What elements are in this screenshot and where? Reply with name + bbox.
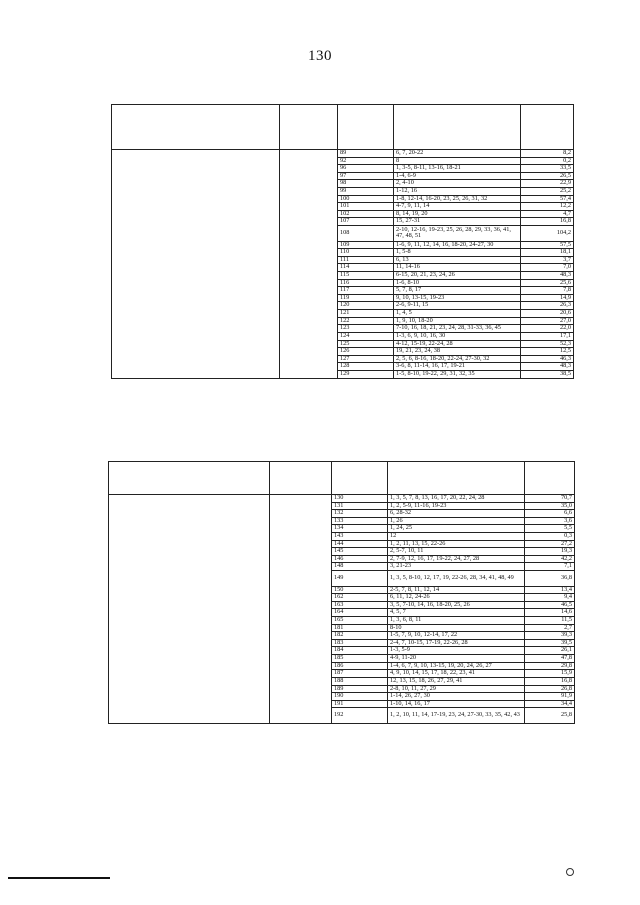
- quarter-number-cell: 145: [332, 548, 388, 556]
- quarter-number-cell: 96: [338, 165, 394, 173]
- plot-numbers-cell: 12, 13, 15, 18, 26, 27, 29, 41: [388, 677, 525, 685]
- column-header-1: [109, 462, 270, 495]
- area-cell: 19,3: [525, 548, 575, 556]
- footer-rule: [8, 877, 110, 879]
- plot-numbers-cell: 3, 5, 7-10, 14, 16, 18-20, 25, 26: [388, 601, 525, 609]
- quarter-number-cell: 133: [332, 517, 388, 525]
- area-cell: 47,8: [525, 655, 575, 663]
- plot-numbers-cell: 19, 21, 23, 24, 38: [394, 348, 521, 356]
- quarter-number-cell: 128: [338, 363, 394, 371]
- area-cell: 26,3: [521, 302, 574, 310]
- plot-numbers-cell: 4, 5, 7: [388, 609, 525, 617]
- area-cell: 29,8: [525, 662, 575, 670]
- plot-numbers-cell: 7-10, 16, 18, 21, 23, 24, 28, 31-33, 36, 45: [394, 325, 521, 333]
- quarter-number-cell: 111: [338, 256, 394, 264]
- area-cell: 0,3: [525, 533, 575, 541]
- area-cell: 15,9: [525, 670, 575, 678]
- area-cell: 22,0: [521, 325, 574, 333]
- area-cell: 39,3: [525, 632, 575, 640]
- column-header-4: [388, 462, 525, 495]
- quarter-number-cell: 114: [338, 264, 394, 272]
- area-cell: 33,5: [521, 165, 574, 173]
- area-cell: 25,2: [521, 188, 574, 196]
- quarter-number-cell: 191: [332, 700, 388, 708]
- plot-numbers-cell: 1, 9, 10, 18-20: [394, 317, 521, 325]
- plot-numbers-cell: 1, 2, 11, 13, 15, 22-26: [388, 540, 525, 548]
- area-cell: 14,9: [521, 294, 574, 302]
- area-cell: 27,0: [521, 317, 574, 325]
- area-cell: 12,2: [521, 203, 574, 211]
- area-cell: 104,2: [521, 226, 574, 242]
- plot-numbers-cell: 2-6, 9-11, 15: [394, 302, 521, 310]
- plot-numbers-cell: 1-10, 14, 16, 17: [388, 700, 525, 708]
- quarter-number-cell: 182: [332, 632, 388, 640]
- quarter-number-cell: 101: [338, 203, 394, 211]
- quarter-number-cell: 134: [332, 525, 388, 533]
- plot-numbers-cell: 4, 9, 10, 14, 15, 17, 18, 22, 23, 41: [388, 670, 525, 678]
- quarter-number-cell: 186: [332, 662, 388, 670]
- quarter-number-cell: 185: [332, 655, 388, 663]
- quarter-number-cell: 188: [332, 677, 388, 685]
- area-cell: 27,2: [525, 540, 575, 548]
- plot-numbers-cell: 2-4, 7, 10-15, 17-19, 22-26, 28: [388, 639, 525, 647]
- area-cell: 26,8: [525, 685, 575, 693]
- plot-numbers-cell: 1-4, 6, 7, 9, 10, 13-15, 19, 20, 24, 26, 27: [388, 662, 525, 670]
- plot-numbers-cell: 3, 21-23: [388, 563, 525, 571]
- area-cell: 35,0: [525, 502, 575, 510]
- plot-numbers-cell: 2-10, 12-16, 19-23, 25, 26, 28, 29, 33, 36, 41, 47, 48, 51: [394, 226, 521, 242]
- area-cell: 22,9: [521, 180, 574, 188]
- blank-cell: [112, 150, 280, 379]
- plot-numbers-cell: 6-15, 20, 21, 23, 24, 26: [394, 272, 521, 280]
- quarter-number-cell: 130: [332, 495, 388, 503]
- area-cell: 14,6: [525, 609, 575, 617]
- quarter-number-cell: 120: [338, 302, 394, 310]
- area-cell: 7,0: [521, 264, 574, 272]
- plot-numbers-cell: 4-12, 15-19, 22-24, 28: [394, 340, 521, 348]
- table-row: [112, 150, 574, 158]
- plot-numbers-cell: 11, 14-16: [394, 264, 521, 272]
- plot-numbers-cell: 1, 24, 25: [388, 525, 525, 533]
- blank-cell: [270, 495, 332, 724]
- quarter-number-cell: 127: [338, 355, 394, 363]
- quarter-number-cell: 123: [338, 325, 394, 333]
- quarter-number-cell: 163: [332, 601, 388, 609]
- quarter-number-cell: 92: [338, 157, 394, 165]
- area-cell: 48,3: [521, 363, 574, 371]
- area-cell: 70,7: [525, 495, 575, 503]
- area-cell: 25,6: [521, 279, 574, 287]
- page-number: 130: [308, 48, 332, 64]
- area-cell: 12,5: [521, 348, 574, 356]
- quarter-number-cell: 162: [332, 594, 388, 602]
- area-cell: 7,1: [525, 563, 575, 571]
- quarter-number-cell: 146: [332, 555, 388, 563]
- plot-numbers-cell: 1, 3, 6, 8, 11: [388, 617, 525, 625]
- area-cell: 16,8: [525, 677, 575, 685]
- quarter-number-cell: 117: [338, 287, 394, 295]
- table-row: [109, 495, 575, 503]
- plot-numbers-cell: 5, 7, 8, 17: [394, 287, 521, 295]
- area-cell: 3,6: [525, 517, 575, 525]
- area-cell: 20,6: [521, 310, 574, 318]
- plot-numbers-cell: 9, 10, 13-15, 19-23: [394, 294, 521, 302]
- plot-numbers-cell: 8: [394, 157, 521, 165]
- quarter-number-cell: 109: [338, 241, 394, 249]
- quarter-number-cell: 98: [338, 180, 394, 188]
- area-cell: 57,5: [521, 241, 574, 249]
- quarter-number-cell: 107: [338, 218, 394, 226]
- quarter-number-cell: 110: [338, 249, 394, 257]
- area-cell: 16,8: [521, 218, 574, 226]
- plot-numbers-cell: 8-10: [388, 624, 525, 632]
- plot-numbers-cell: 12: [388, 533, 525, 541]
- plot-numbers-cell: 1, 26: [388, 517, 525, 525]
- area-cell: 6,6: [525, 510, 575, 518]
- area-cell: 18,1: [521, 249, 574, 257]
- quarter-number-cell: 102: [338, 210, 394, 218]
- area-cell: 34,4: [525, 700, 575, 708]
- quarter-number-cell: 126: [338, 348, 394, 356]
- area-cell: 91,9: [525, 693, 575, 701]
- column-header-4: [394, 105, 521, 150]
- area-cell: 5,5: [525, 525, 575, 533]
- column-header-1: [112, 105, 280, 150]
- quarter-number-cell: 150: [332, 586, 388, 594]
- area-cell: 52,3: [521, 340, 574, 348]
- plot-numbers-cell: 6, 13: [394, 256, 521, 264]
- plot-numbers-cell: 2, 5, 6, 8-16, 18-20, 22-24, 27-30, 32: [394, 355, 521, 363]
- area-cell: 46,5: [525, 601, 575, 609]
- plot-numbers-cell: 1, 3-5, 8-11, 13-16, 18-21: [394, 165, 521, 173]
- area-cell: 36,8: [525, 571, 575, 587]
- plot-numbers-cell: 2-8, 10, 11, 27, 29: [388, 685, 525, 693]
- quarter-number-cell: 115: [338, 272, 394, 280]
- area-cell: 0,2: [521, 157, 574, 165]
- quarter-number-cell: 125: [338, 340, 394, 348]
- column-header-3: [332, 462, 388, 495]
- plot-numbers-cell: 2, 4-10: [394, 180, 521, 188]
- plot-numbers-cell: 1-5, 7, 9, 10, 12-14, 17, 22: [388, 632, 525, 640]
- quarter-number-cell: 164: [332, 609, 388, 617]
- area-cell: 57,4: [521, 195, 574, 203]
- quarter-number-cell: 187: [332, 670, 388, 678]
- quarter-number-cell: 89: [338, 150, 394, 158]
- area-cell: 25,8: [525, 708, 575, 724]
- quarter-number-cell: 100: [338, 195, 394, 203]
- plot-numbers-cell: 1, 3, 5, 8-10, 12, 17, 19, 22-26, 28, 34, 41, 48, 49: [388, 571, 525, 587]
- plot-numbers-cell: 6, 11, 12, 24-26: [388, 594, 525, 602]
- plot-numbers-cell: 1-3, 6, 9, 10, 16, 30: [394, 332, 521, 340]
- plot-numbers-cell: 1-6, 9, 11, 12, 14, 16, 18-20, 24-27, 30: [394, 241, 521, 249]
- area-cell: 42,2: [525, 555, 575, 563]
- plot-numbers-cell: 1, 2, 5-9, 11-16, 19-23: [388, 502, 525, 510]
- area-cell: 26,1: [525, 647, 575, 655]
- plot-numbers-cell: 8, 14, 19, 20: [394, 210, 521, 218]
- area-cell: 17,1: [521, 332, 574, 340]
- area-cell: 4,7: [521, 210, 574, 218]
- area-cell: 3,7: [521, 256, 574, 264]
- quarter-number-cell: 119: [338, 294, 394, 302]
- column-header-5: [521, 105, 574, 150]
- area-cell: 9,4: [525, 594, 575, 602]
- plot-numbers-cell: 1-4, 6-9: [394, 172, 521, 180]
- plot-numbers-cell: 1-5, 8-10, 19-22, 29, 31, 32, 35: [394, 370, 521, 378]
- table-header-row: [112, 105, 574, 150]
- forest-register-table-2: [108, 461, 575, 724]
- quarter-number-cell: 122: [338, 317, 394, 325]
- plot-numbers-cell: 1-6, 8-10: [394, 279, 521, 287]
- plot-numbers-cell: 1, 4, 5: [394, 310, 521, 318]
- quarter-number-cell: 190: [332, 693, 388, 701]
- plot-numbers-cell: 1-8, 12-14, 16-20, 23, 25, 26, 31, 32: [394, 195, 521, 203]
- blank-cell: [280, 150, 338, 379]
- blank-cell: [109, 495, 270, 724]
- column-header-2: [270, 462, 332, 495]
- column-header-2: [280, 105, 338, 150]
- area-cell: 2,7: [525, 624, 575, 632]
- quarter-number-cell: 132: [332, 510, 388, 518]
- quarter-number-cell: 116: [338, 279, 394, 287]
- quarter-number-cell: 183: [332, 639, 388, 647]
- quarter-number-cell: 131: [332, 502, 388, 510]
- plot-numbers-cell: 2-5, 7, 8, 11, 12, 14: [388, 586, 525, 594]
- plot-numbers-cell: 1, 2, 10, 11, 14, 17-19, 23, 24, 27-30, 33, 35, 42, 43: [388, 708, 525, 724]
- area-cell: 38,5: [521, 370, 574, 378]
- quarter-number-cell: 144: [332, 540, 388, 548]
- table-header-row: [109, 462, 575, 495]
- quarter-number-cell: 192: [332, 708, 388, 724]
- quarter-number-cell: 99: [338, 188, 394, 196]
- column-header-5: [525, 462, 575, 495]
- column-header-3: [338, 105, 394, 150]
- quarter-number-cell: 149: [332, 571, 388, 587]
- area-cell: 46,3: [521, 355, 574, 363]
- page-mark: [566, 868, 574, 876]
- plot-numbers-cell: 4-7, 9, 11, 14: [394, 203, 521, 211]
- area-cell: 7,8: [521, 287, 574, 295]
- plot-numbers-cell: 3-6, 8, 11-14, 16, 17, 19-21: [394, 363, 521, 371]
- area-cell: 11,5: [525, 617, 575, 625]
- quarter-number-cell: 148: [332, 563, 388, 571]
- plot-numbers-cell: 1-12, 16: [394, 188, 521, 196]
- plot-numbers-cell: 2, 5-7, 10, 11: [388, 548, 525, 556]
- quarter-number-cell: 129: [338, 370, 394, 378]
- quarter-number-cell: 124: [338, 332, 394, 340]
- quarter-number-cell: 165: [332, 617, 388, 625]
- area-cell: 39,5: [525, 639, 575, 647]
- plot-numbers-cell: 2, 7-9, 12, 16, 17, 19-22, 24, 27, 28: [388, 555, 525, 563]
- plot-numbers-cell: 6, 7, 20-22: [394, 150, 521, 158]
- quarter-number-cell: 121: [338, 310, 394, 318]
- quarter-number-cell: 97: [338, 172, 394, 180]
- quarter-number-cell: 189: [332, 685, 388, 693]
- quarter-number-cell: 181: [332, 624, 388, 632]
- plot-numbers-cell: 1-14, 26, 27, 30: [388, 693, 525, 701]
- quarter-number-cell: 143: [332, 533, 388, 541]
- forest-register-table-1: [111, 104, 574, 379]
- plot-numbers-cell: 6, 28-32: [388, 510, 525, 518]
- area-cell: 48,3: [521, 272, 574, 280]
- area-cell: 26,5: [521, 172, 574, 180]
- plot-numbers-cell: 1, 3, 5, 7, 8, 13, 16, 17, 20, 22, 24, 28: [388, 495, 525, 503]
- plot-numbers-cell: 1, 5-8: [394, 249, 521, 257]
- quarter-number-cell: 184: [332, 647, 388, 655]
- area-cell: 13,4: [525, 586, 575, 594]
- quarter-number-cell: 108: [338, 226, 394, 242]
- plot-numbers-cell: 4-9, 11-20: [388, 655, 525, 663]
- plot-numbers-cell: 1-3, 5-9: [388, 647, 525, 655]
- plot-numbers-cell: 15, 27-31: [394, 218, 521, 226]
- area-cell: 8,2: [521, 150, 574, 158]
